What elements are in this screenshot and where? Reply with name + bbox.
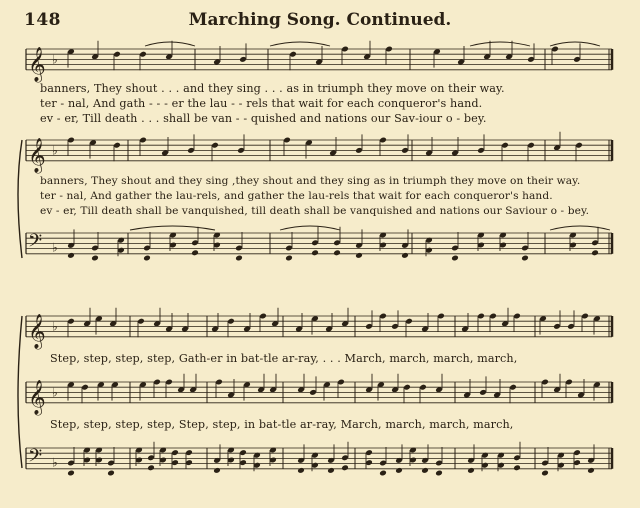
lyric-verse-2-lower: ter - nal, And gather the lau-rels, and gather the lau-rels that wait for each conqueror's hand. — [40, 190, 553, 202]
flat-key-icon: ♭ — [52, 385, 58, 400]
slur — [145, 42, 195, 46]
note-head — [421, 467, 429, 474]
note-head — [213, 467, 221, 474]
note-head — [327, 467, 335, 474]
flat-key-icon: ♭ — [52, 240, 58, 255]
note-head — [435, 470, 443, 477]
note-head — [107, 470, 115, 477]
flat-key-icon: ♭ — [52, 455, 58, 470]
note-head — [333, 249, 341, 256]
note-head — [395, 467, 403, 474]
treble-clef-icon: 𝄞 — [28, 379, 46, 415]
note-head — [355, 252, 363, 259]
system-brace — [18, 316, 22, 468]
flat-key-icon: ♭ — [52, 143, 58, 158]
lyric-step-upper: Step, step, step, step, Gath-er in bat-tle ar-ray, . . . March, march, march, march, — [50, 352, 518, 365]
note-head — [451, 255, 459, 262]
note-head — [379, 470, 387, 477]
slur — [270, 42, 330, 46]
lyric-verse-3-upper: ev - er, Till death . . . shall be van - - quished and nations our Sav-iour o - bey. — [40, 112, 487, 125]
slur — [280, 226, 340, 230]
slur — [550, 42, 600, 46]
note-head — [297, 467, 305, 474]
note-head — [591, 249, 599, 256]
note-head — [191, 249, 199, 256]
flat-key-icon: ♭ — [52, 319, 58, 334]
lyric-verse-1-upper: banners, They shout . . . and they sing . . . as in triumph they move on their way. — [40, 82, 505, 95]
bass-clef-icon: 𝄢 — [28, 445, 43, 471]
note-head — [521, 255, 529, 262]
lyric-verse-3-lower: ev - er, Till death shall be vanquished, till death shall be vanquished and nations our Saviour o - bey. — [40, 205, 590, 217]
treble-clef-icon: 𝄞 — [28, 137, 46, 173]
lyric-step-lower: Step, step, step, step, Step, step, in bat-tle ar-ray, March, march, march, march, — [50, 418, 514, 431]
treble-clef-icon: 𝄞 — [28, 313, 46, 349]
note-head — [541, 470, 549, 477]
page-number: 148 — [24, 10, 61, 30]
note-head — [143, 255, 151, 262]
note-head — [91, 255, 99, 262]
note-head — [467, 467, 475, 474]
slur — [550, 226, 610, 230]
treble-clef-icon: 𝄞 — [28, 46, 46, 82]
lyric-verse-1-lower: banners, They shout and they sing ,they shout and they sing as in triumph they move on their way. — [40, 175, 581, 187]
note-head — [311, 249, 319, 256]
lyric-verse-2-upper: ter - nal, And gath - - - er the lau - - rels that wait for each conqueror's hand. — [40, 97, 483, 110]
note-head — [401, 252, 409, 259]
slur — [130, 226, 215, 230]
note-head — [67, 470, 75, 477]
note-head — [67, 252, 75, 259]
system-brace — [18, 140, 22, 258]
note-head — [341, 464, 349, 471]
note-head — [285, 255, 293, 262]
note-head — [235, 255, 243, 262]
note-head — [147, 464, 155, 471]
bass-clef-icon: 𝄢 — [28, 230, 43, 256]
slur — [470, 42, 530, 46]
flat-key-icon: ♭ — [52, 52, 58, 67]
note-head — [587, 467, 595, 474]
page-title: Marching Song. Continued. — [188, 10, 452, 30]
note-head — [513, 464, 521, 471]
